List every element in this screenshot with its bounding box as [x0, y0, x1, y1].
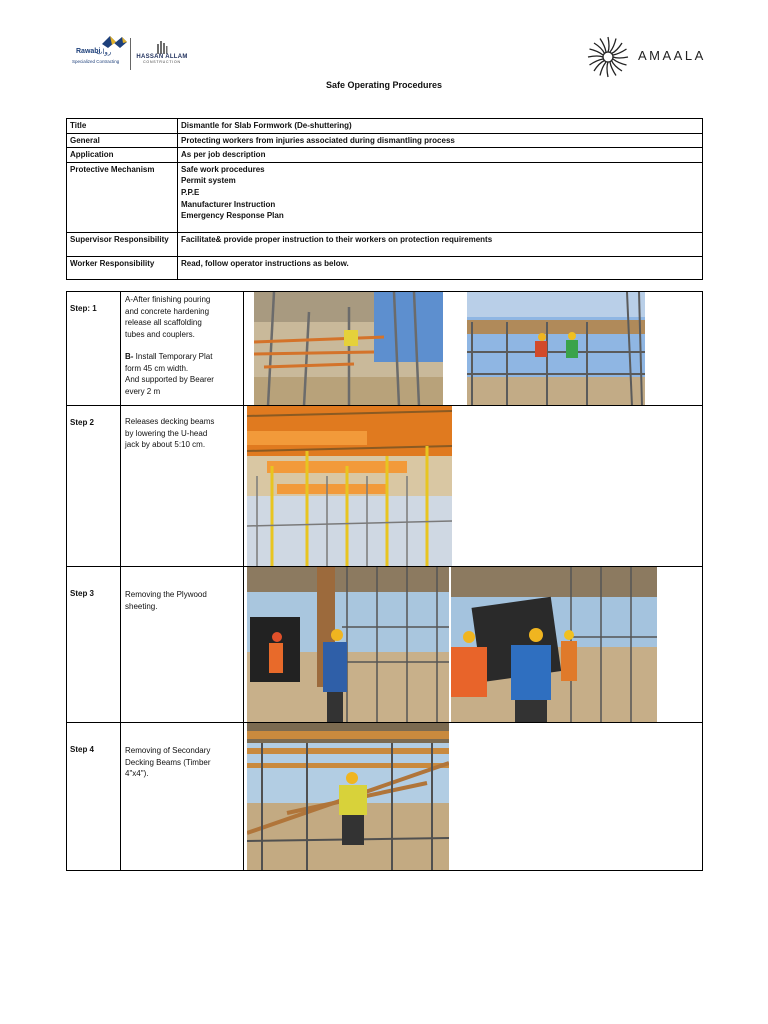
step-images [244, 567, 703, 723]
step-label: Step: 1 [67, 292, 121, 406]
step-images [244, 723, 703, 871]
step-description: Removing of Secondary Decking Beams (Timber 4"x4"). [121, 723, 244, 871]
table-row [67, 133, 703, 148]
table-row [67, 256, 703, 279]
amaala-logo [584, 33, 704, 81]
row-value-general: Protecting workers from injuries associated during dismantling process [178, 133, 703, 148]
scaffolding-under-slab-photo [254, 292, 443, 406]
rawabi-logo [70, 34, 128, 70]
steps-table [66, 291, 703, 871]
table-row [67, 148, 703, 163]
row-key-application: Application [67, 148, 178, 163]
row-key-worker-responsibility: Worker Responsibility [67, 256, 178, 279]
step-label: Step 2 [67, 406, 121, 567]
table-row [67, 119, 703, 134]
row-key-protective-mechanism: Protective Mechanism [67, 162, 178, 232]
step-description: A-After finishing pouring and concrete hardening release all scaffolding tubes and couplers. B- Install Temporary Plat form 45 cm width. And supported by Bearer every 2 m [121, 292, 244, 406]
plywood-removal-photo-2 [451, 567, 657, 723]
decking-beams-u-head-photo [247, 406, 452, 567]
row-value-protective-mechanism: Safe work procedures Permit system P.P.E Manufacturer Instruction Emergency Response Plan [178, 162, 703, 232]
table-row [67, 162, 703, 232]
step-row [67, 292, 703, 406]
step-description: Releases decking beams by lowering the U-head jack by about 5:10 cm. [121, 406, 244, 567]
workers-on-scaffold-photo [467, 292, 645, 406]
step-row [67, 723, 703, 871]
building-icon [156, 40, 168, 54]
row-value-application: As per job description [178, 148, 703, 163]
sop-info-table [66, 118, 703, 280]
row-value-worker-responsibility: Read, follow operator instructions as below. [178, 256, 703, 279]
step-row [67, 406, 703, 567]
amaala-sunburst-icon [584, 33, 632, 81]
hassan-allam-subtitle: CONSTRUCTION [143, 60, 181, 64]
row-value-title: Dismantle for Slab Formwork (De-shuttering) [178, 119, 703, 134]
row-key-general: General [67, 133, 178, 148]
step-label: Step 4 [67, 723, 121, 871]
company-logos [70, 34, 190, 74]
amaala-brand: AMAALA [638, 48, 706, 63]
step-images [244, 406, 703, 567]
row-key-title: Title [67, 119, 178, 134]
secondary-beams-removal-photo [247, 723, 449, 871]
step-description: Removing the Plywood sheeting. [121, 567, 244, 723]
step-label: Step 3 [67, 567, 121, 723]
row-key-supervisor-responsibility: Supervisor Responsibility [67, 232, 178, 256]
rawabi-brand-arabic: رواب [96, 49, 112, 56]
step-images [244, 292, 703, 406]
step-row [67, 567, 703, 723]
page-title: Safe Operating Procedures [325, 80, 443, 90]
logo-divider [130, 38, 131, 70]
hassan-allam-name: HASSAN ALLAM [136, 54, 188, 60]
row-value-supervisor-responsibility: Facilitate& provide proper instruction to their workers on protection requirements [178, 232, 703, 256]
hassan-allam-logo [134, 40, 190, 72]
plywood-removal-photo-1 [247, 567, 449, 723]
rawabi-brand: Rawabi [76, 48, 101, 55]
table-row [67, 232, 703, 256]
rawabi-subtitle: Specialized Contracting [72, 59, 120, 64]
